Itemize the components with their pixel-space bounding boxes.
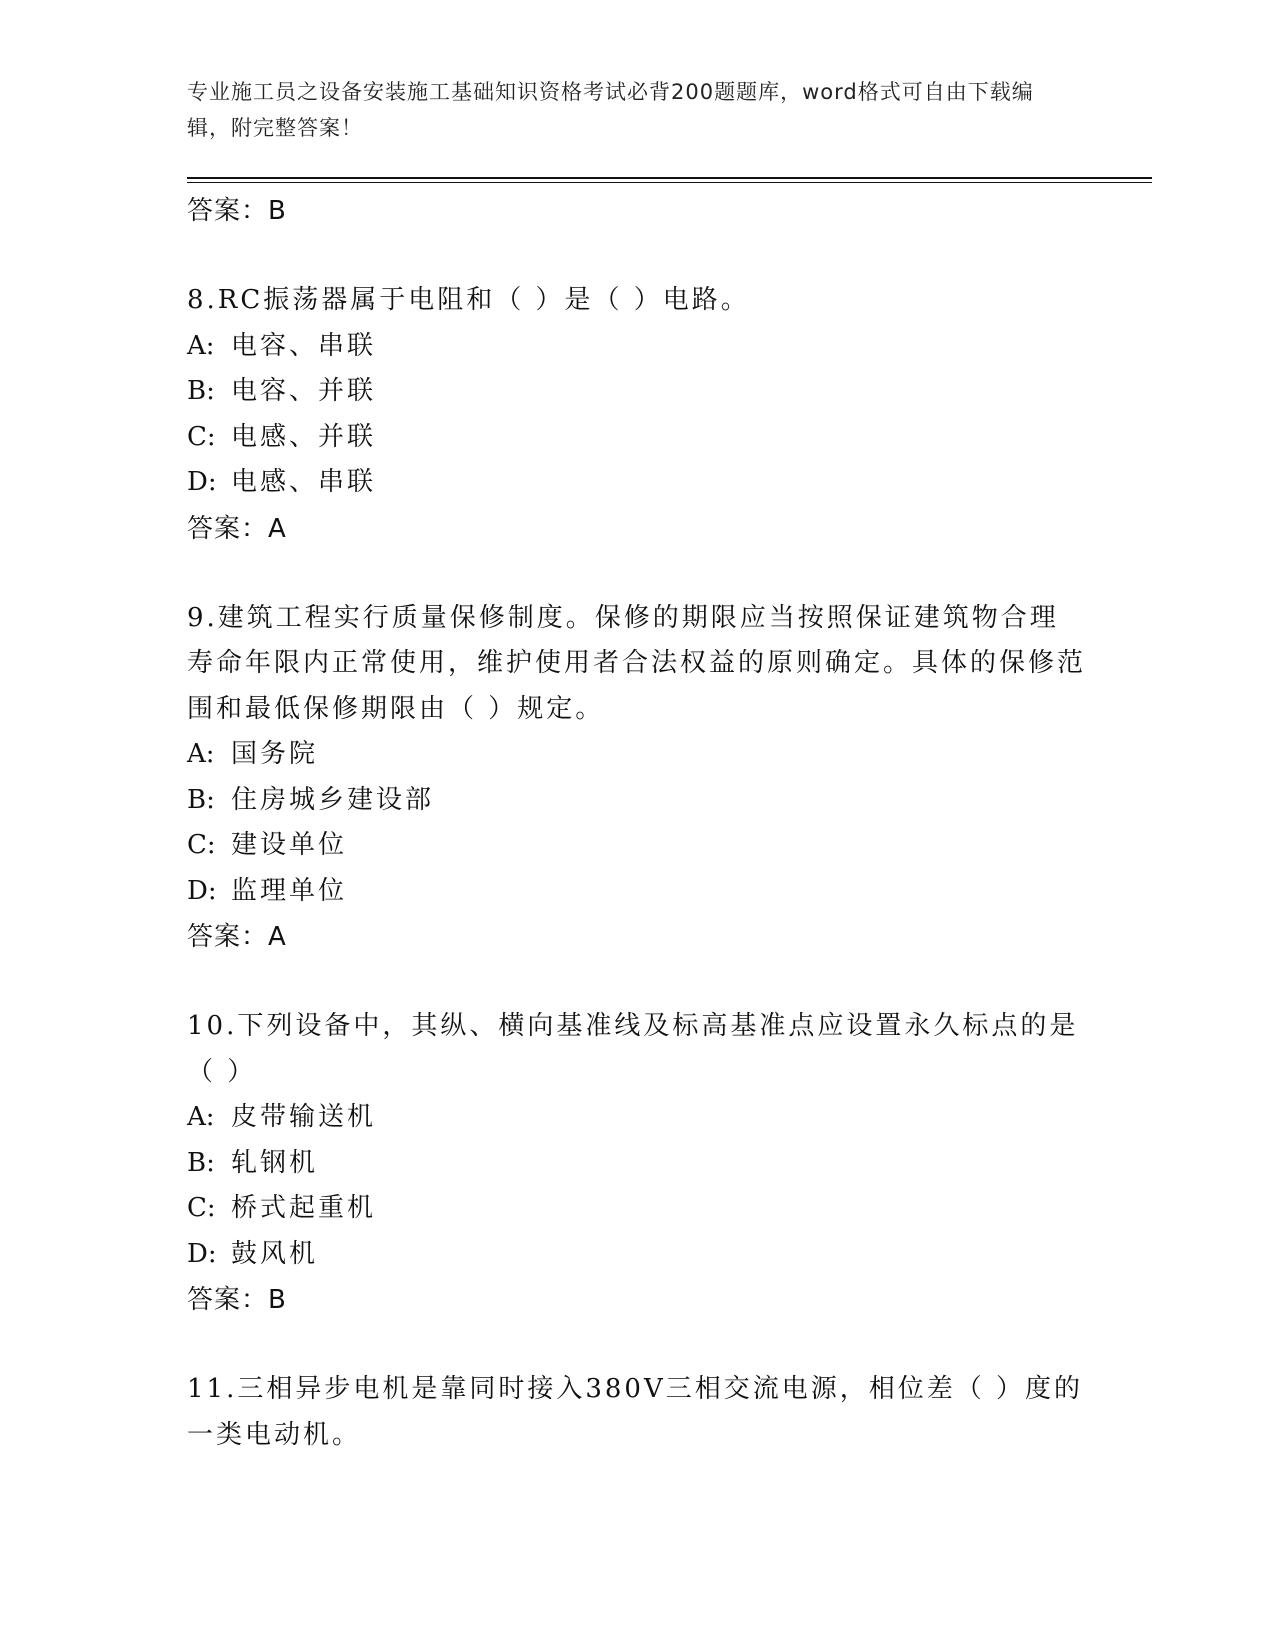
option-key: D:: [187, 875, 217, 906]
option-key: A:: [187, 1102, 215, 1132]
option-c: [187, 1186, 1087, 1232]
question-text: 9.建筑工程实行质量保修制度。保修的期限应当按照保证建筑物合理寿命年限内正常使用，维护使用者合法权益的原则确定。具体的保修范围和最低保修期限由（ ）规定。: [187, 602, 1087, 724]
question-block: [187, 278, 1087, 552]
answer-line: 答案：B: [187, 196, 287, 226]
option-d: [187, 460, 1087, 506]
option-key: C:: [187, 421, 216, 452]
option-key: B:: [187, 1147, 215, 1178]
option-key: D:: [187, 467, 217, 497]
answer-line: 答案：A: [187, 513, 287, 544]
question-text: 8.RC振荡器属于电阻和（ ）是（ ）电路。: [187, 285, 750, 315]
option-text: 电容、并联: [231, 376, 377, 406]
option-key: B:: [187, 784, 215, 815]
option-c: [187, 415, 1087, 461]
option-b: [187, 369, 1087, 415]
question-block: [187, 596, 1087, 961]
question-list: [187, 188, 1087, 1458]
document-header: 专业施工员之设备安装施工基础知识资格考试必背200题题库，word格式可自由下载编辑，附完整答案！: [187, 80, 1034, 140]
option-text: 电感、并联: [231, 421, 377, 452]
option-key: B:: [187, 376, 215, 406]
option-a: [187, 732, 1087, 778]
option-key: A:: [187, 330, 215, 361]
question-text: 10.下列设备中，其纵、横向基准线及标高基准点应设置永久标点的是（ ）: [187, 1011, 1079, 1087]
option-c: [187, 823, 1087, 869]
option-key: D:: [187, 1238, 217, 1269]
option-key: C:: [187, 830, 216, 860]
option-text: 电感、串联: [231, 467, 377, 497]
option-text: 住房城乡建设部: [231, 784, 435, 815]
option-text: 轧钢机: [231, 1147, 319, 1178]
option-b: [187, 778, 1087, 824]
option-text: 监理单位: [231, 875, 348, 906]
option-a: [187, 1095, 1087, 1141]
option-b: [187, 1141, 1087, 1187]
option-d: [187, 1232, 1087, 1278]
option-d: [187, 869, 1087, 915]
option-text: 皮带输送机: [231, 1102, 377, 1132]
option-text: 国务院: [231, 739, 319, 769]
header-divider-thin: [187, 182, 1152, 183]
option-text: 电容、串联: [231, 330, 377, 361]
option-key: C:: [187, 1193, 216, 1223]
option-text: 建设单位: [231, 830, 348, 860]
option-text: 桥式起重机: [231, 1193, 377, 1223]
option-key: A:: [187, 739, 215, 769]
question-block: [187, 1367, 1087, 1458]
question-text: 11.三相异步电机是靠同时接入380V三相交流电源，相位差（ ）度的一类电动机。: [187, 1374, 1084, 1450]
answer-line: 答案：B: [187, 1285, 287, 1315]
option-a: [187, 324, 1087, 370]
question-block: [187, 1004, 1087, 1323]
option-text: 鼓风机: [231, 1238, 319, 1269]
header-divider: [187, 177, 1152, 179]
answer-line: 答案：A: [187, 922, 287, 952]
